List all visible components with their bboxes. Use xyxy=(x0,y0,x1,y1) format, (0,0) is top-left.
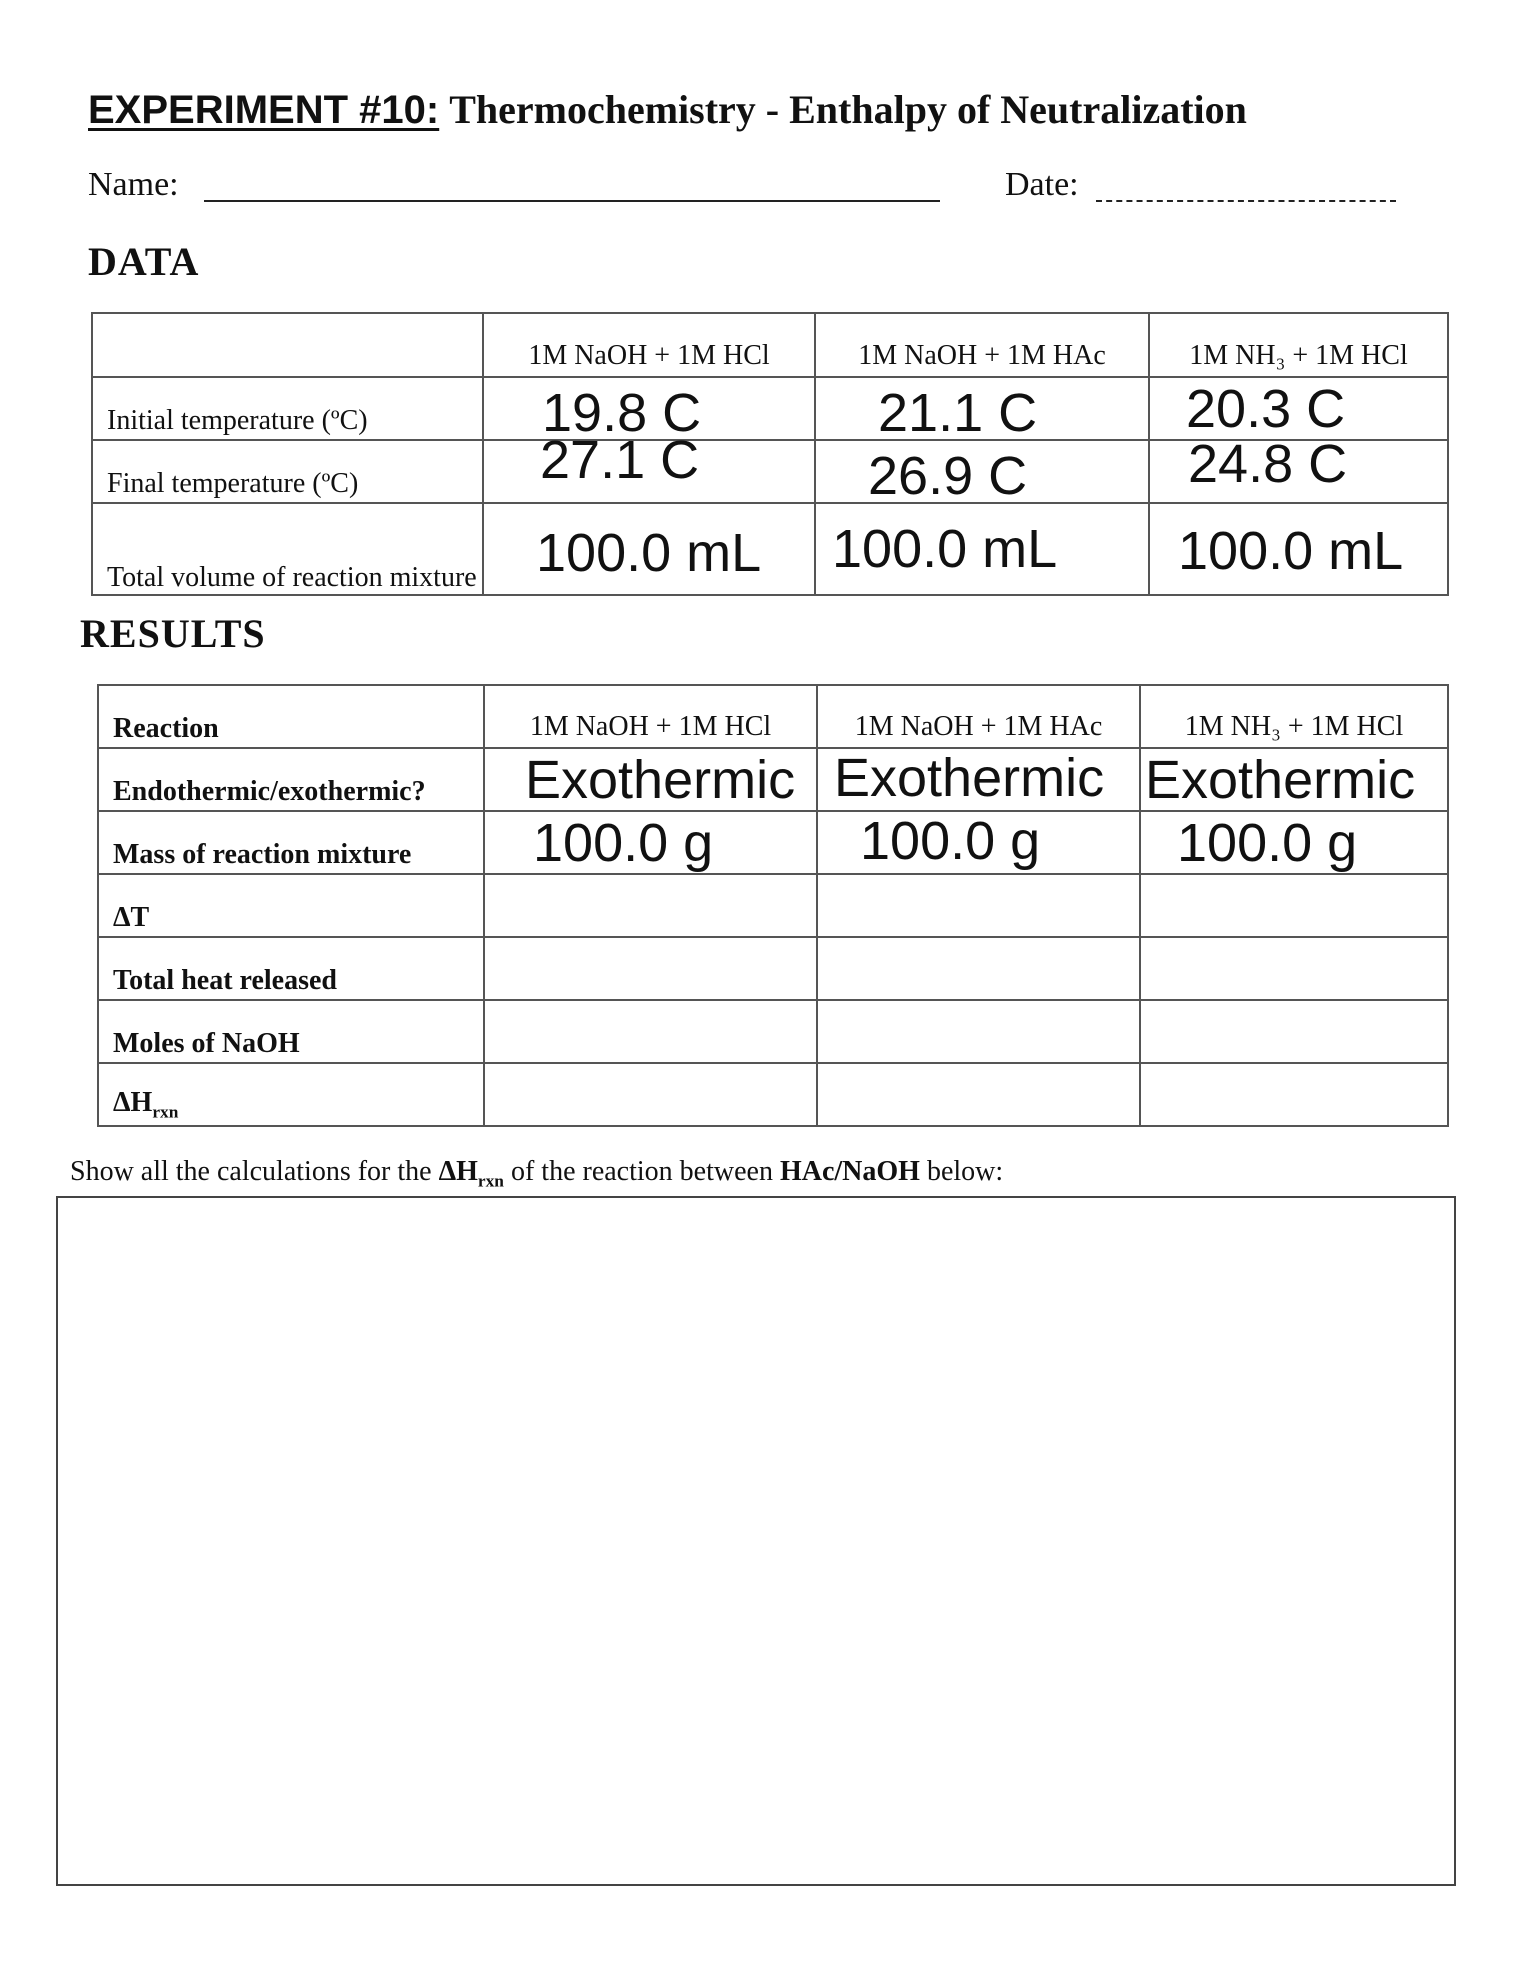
row-label: Final temperature (ºC) xyxy=(92,440,483,503)
handwritten-value: 100.0 g xyxy=(1177,813,1358,873)
data-header-row xyxy=(92,313,1448,377)
data-col-header: 1M NaOH + 1M HCl xyxy=(483,313,815,377)
results-cell[interactable] xyxy=(484,937,817,1000)
results-cell[interactable] xyxy=(817,748,1140,811)
results-cell[interactable] xyxy=(484,1063,817,1126)
results-cell[interactable] xyxy=(484,1000,817,1063)
results-row-moles xyxy=(98,1000,1448,1063)
data-cell[interactable] xyxy=(1149,377,1448,440)
results-table xyxy=(97,684,1449,1127)
data-cell[interactable] xyxy=(483,430,815,503)
results-cell[interactable] xyxy=(817,811,1140,874)
handwritten-value: Exothermic xyxy=(834,748,1105,808)
row-label: ΔT xyxy=(98,874,484,937)
instr-pair: HAc/NaOH xyxy=(779,1156,920,1187)
row-label: Endothermic/exothermic? xyxy=(98,748,484,811)
data-col-header: 1M NaOH + 1M HAc xyxy=(815,313,1149,377)
handwritten-value: 24.8 C xyxy=(1188,434,1348,494)
results-row-delta-t xyxy=(98,874,1448,937)
instr-suffix: below: xyxy=(919,1156,1004,1187)
results-cell[interactable] xyxy=(817,937,1140,1000)
results-cell[interactable] xyxy=(1140,1063,1448,1126)
experiment-title: Thermochemistry - Enthalpy of Neutralization xyxy=(449,87,1247,132)
results-cell[interactable] xyxy=(1140,748,1448,811)
results-cell[interactable] xyxy=(1140,937,1448,1000)
handwritten-value: 100.0 mL xyxy=(1178,521,1404,581)
reaction-header: Reaction xyxy=(98,685,484,748)
results-cell[interactable] xyxy=(484,748,817,811)
data-corner-cell xyxy=(92,313,483,377)
handwritten-value: Exothermic xyxy=(525,750,796,810)
results-cell[interactable] xyxy=(1140,1000,1448,1063)
data-cell[interactable] xyxy=(1149,503,1448,595)
results-cell[interactable] xyxy=(1140,811,1448,874)
handwritten-value: 26.9 C xyxy=(868,446,1028,506)
row-label: Total volume of reaction mixture xyxy=(92,503,483,595)
dh-subscript: rxn xyxy=(152,1102,179,1122)
results-row-mass xyxy=(98,811,1448,874)
dh-symbol: ΔH xyxy=(113,1087,153,1119)
data-col-header: 1M NH₃ + 1M HCl xyxy=(1149,313,1448,377)
results-cell[interactable] xyxy=(817,1063,1140,1126)
data-row-final-temp xyxy=(92,440,1448,503)
handwritten-value: 19.8 C xyxy=(542,383,702,443)
results-cell[interactable] xyxy=(1140,874,1448,937)
results-row-endo-exo xyxy=(98,748,1448,811)
data-cell[interactable] xyxy=(815,377,1149,443)
handwritten-value: 20.3 C xyxy=(1186,379,1346,439)
data-cell[interactable] xyxy=(483,503,815,595)
data-row-initial-temp xyxy=(92,377,1448,440)
instr-dh: ΔH xyxy=(438,1156,478,1187)
handwritten-value: 100.0 mL xyxy=(832,519,1058,579)
experiment-number: EXPERIMENT #10: xyxy=(88,88,440,132)
name-field[interactable] xyxy=(204,200,940,202)
row-label: Initial temperature (ºC) xyxy=(92,377,483,440)
row-label: Total heat released xyxy=(98,937,484,1000)
handwritten-value: 100.0 g xyxy=(533,813,714,873)
results-header-row xyxy=(98,685,1448,748)
handwritten-value: 100.0 g xyxy=(860,811,1041,871)
data-table xyxy=(91,312,1449,596)
instr-dh-sub: rxn xyxy=(477,1171,504,1191)
results-col-header: 1M NH₃ + 1M HCl xyxy=(1140,685,1448,748)
data-row-volume xyxy=(92,503,1448,595)
calculation-box[interactable] xyxy=(56,1196,1456,1886)
handwritten-value: Exothermic xyxy=(1145,750,1416,810)
results-heading: RESULTS xyxy=(80,611,266,656)
results-cell[interactable] xyxy=(484,811,817,874)
date-field[interactable] xyxy=(1096,200,1396,202)
handwritten-value: 100.0 mL xyxy=(536,523,762,583)
name-label: Name: xyxy=(88,166,179,203)
date-label: Date: xyxy=(1005,166,1079,203)
data-cell[interactable] xyxy=(1149,434,1448,503)
data-heading: DATA xyxy=(88,239,200,284)
row-label-dh xyxy=(98,1063,484,1126)
results-cell[interactable] xyxy=(817,1000,1140,1063)
results-col-header: 1M NaOH + 1M HCl xyxy=(484,685,817,748)
instructions-text xyxy=(70,1156,1003,1192)
results-row-dh xyxy=(98,1063,1448,1126)
data-cell[interactable] xyxy=(815,503,1149,595)
row-label: Moles of NaOH xyxy=(98,1000,484,1063)
instr-prefix: Show all the calculations for the xyxy=(70,1156,439,1187)
handwritten-value: 21.1 C xyxy=(878,383,1038,443)
instr-middle: of the reaction between xyxy=(503,1156,780,1187)
page-title xyxy=(88,86,1247,133)
results-cell[interactable] xyxy=(484,874,817,937)
data-cell[interactable] xyxy=(815,440,1149,506)
handwritten-value: 27.1 C xyxy=(540,430,700,490)
results-row-heat xyxy=(98,937,1448,1000)
results-cell[interactable] xyxy=(817,874,1140,937)
row-label: Mass of reaction mixture xyxy=(98,811,484,874)
results-col-header: 1M NaOH + 1M HAc xyxy=(817,685,1140,748)
